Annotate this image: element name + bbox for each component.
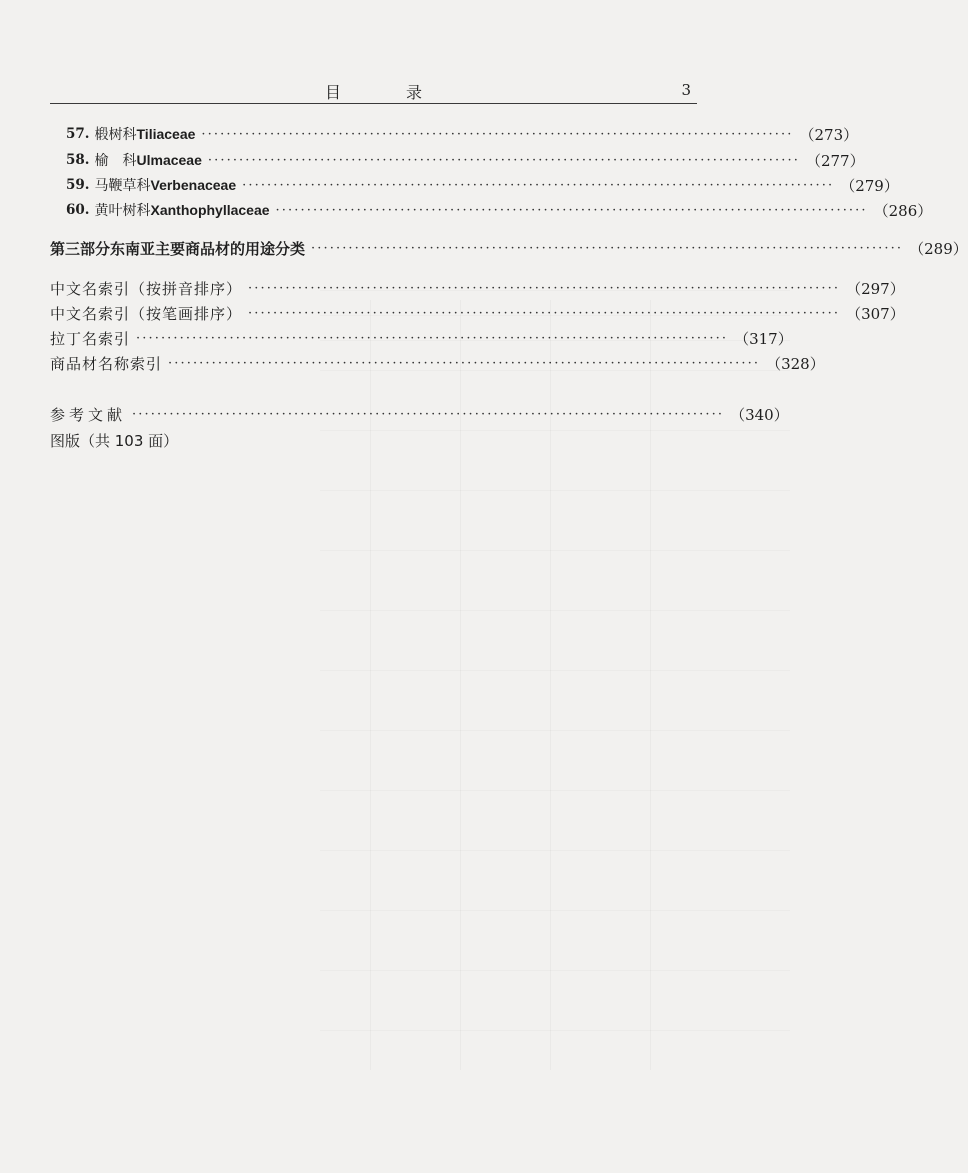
toc-entry-tiliaceae [0, 122, 859, 146]
entry-chinese-name: 黄叶树科 [94, 203, 151, 219]
entry-page: （289） [909, 239, 968, 258]
leader-dots: ······························································································· [242, 177, 835, 193]
entry-chinese-name: 椴树科 [94, 127, 137, 143]
leader-dots: ······························································································· [132, 406, 725, 422]
entry-chinese-name: 马鞭草科 [94, 178, 151, 194]
index-title: 拉丁名索引 [50, 329, 131, 348]
entry-number: 59. [66, 177, 90, 193]
toc-entry-index-trade-names [0, 351, 825, 375]
leader-dots: ······························································································· [311, 240, 904, 256]
part-label: 第三部分 [50, 239, 111, 258]
plates-title: 图版（共 103 面） [50, 431, 179, 450]
entry-latin-name: Ulmaceae [136, 152, 202, 168]
leader-dots: ······························································································· [168, 355, 761, 371]
entry-page: （307） [846, 304, 905, 323]
index-title: 中文名索引（按拼音排序） [50, 279, 243, 298]
entry-number: 57. [66, 126, 90, 142]
running-header [50, 76, 697, 102]
leader-dots: ······························································································· [248, 280, 841, 296]
entry-page: （279） [840, 176, 899, 195]
entry-page: （328） [766, 354, 825, 373]
toc-entry-part-three [0, 236, 968, 260]
index-title: 商品材名称索引 [50, 354, 163, 373]
toc-entry-ulmaceae [0, 148, 865, 172]
entry-page: （286） [873, 201, 933, 220]
leader-dots: ······························································································· [207, 152, 800, 168]
entry-page: （297） [846, 279, 905, 298]
header-page-number: 3 [681, 81, 691, 99]
leader-dots: ······························································································· [275, 202, 868, 218]
entry-page: （273） [799, 125, 859, 144]
toc-entry-references [0, 402, 790, 426]
entry-number: 60. [66, 202, 90, 218]
toc-entry-verbenaceae [0, 173, 899, 197]
toc-entry-plates [0, 428, 790, 452]
header-title: 目 录 [324, 83, 453, 102]
leader-dots: ······························································································· [248, 305, 841, 321]
entry-latin-name: Xanthophyllaceae [150, 202, 270, 218]
entry-chinese-name: 榆 科 [94, 153, 137, 169]
entry-page: （277） [805, 151, 865, 170]
toc-entry-xanthophyllaceae [0, 198, 933, 222]
part-title: 东南亚主要商品材的用途分类 [110, 239, 306, 258]
entry-page: （317） [734, 329, 793, 348]
entry-latin-name: Verbenaceae [150, 177, 237, 193]
entry-latin-name: Tiliaceae [136, 126, 196, 142]
leader-dots: ······························································································· [136, 330, 729, 346]
index-title: 中文名索引（按笔画排序） [50, 304, 243, 323]
references-title: 参考文献 [50, 405, 127, 424]
toc-entry-index-strokes [0, 301, 905, 325]
toc-entry-index-latin [0, 326, 793, 350]
header-rule [50, 103, 697, 104]
entry-number: 58. [66, 152, 90, 168]
leader-dots: ······························································································· [201, 126, 794, 142]
toc-entry-index-pinyin [0, 276, 905, 300]
entry-page: （340） [730, 405, 789, 424]
